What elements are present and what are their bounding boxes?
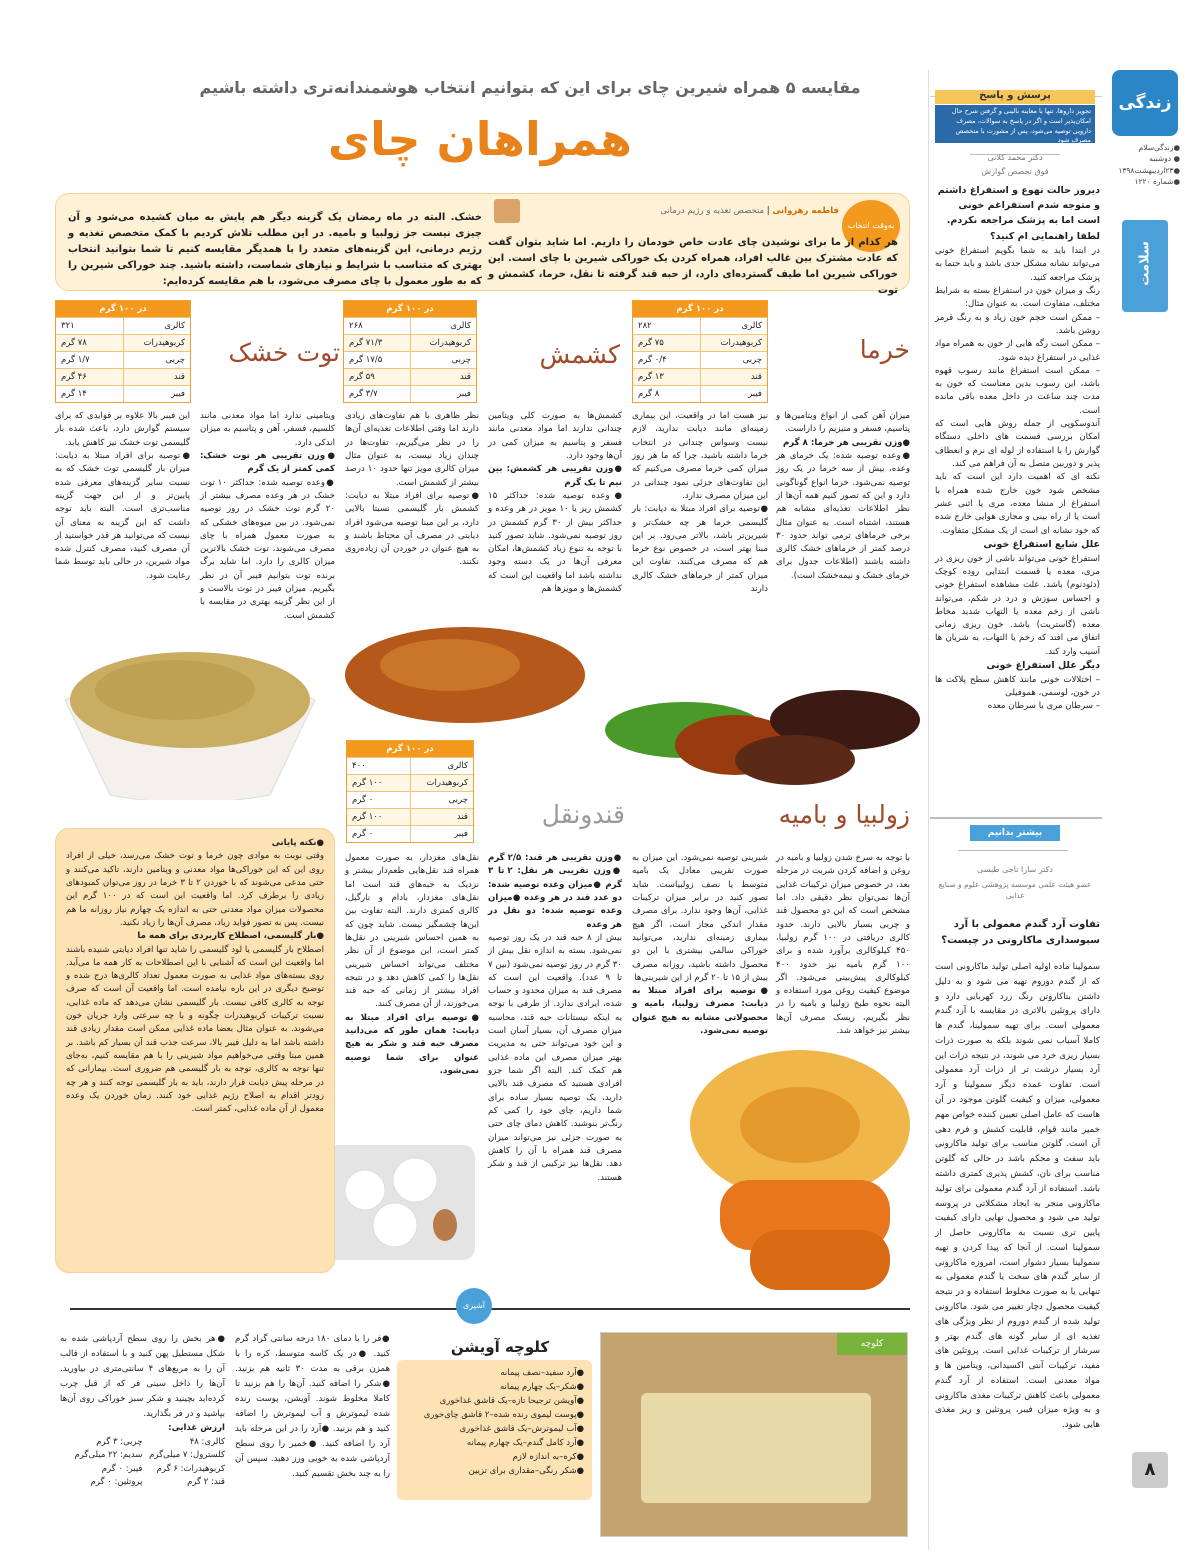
tip-text: وقتی نوبت به موادی چون خرما و توت خشک می‌رسد، خیلی از افراد روی این که این خوراکی‌ها مواد معدنی و ویتامین دارند، تاکید می‌کنند و حتی مدعی می‌شوند که با خوردن ۲ تا ۳ خرما در روز می‌توان کمبودهای زیادی را برطرف کرد. اما واقعیت این است که در ۱۰۰ گرم این محصولات میزان مواد معدنی حتی به اندازه یک چهارم نیاز روزانه ما هم نیست. پس به تصور فواید زیاد، مصرف آن‌ها را زیاد نکنید. [66,851,325,928]
table-cell: ۸ گرم [633,386,701,402]
intro-text-left: خشک. البته در ماه رمضان یک گزینه دیگر هم پایش به میان کشیده می‌شود و آن چیزی نیست جز زولبیا و بامیه. در این مطلب تلاش کردیم با کمک متخصص تغذیه و رژیم درمانی، این گزینه‌های متعدد را با همدیگر مقایسه کنیم تا شما بتوانید انتخاب بهتری که متناسب با شرایط و نیازهای شماست، داشته باشید. چند خوراکی شیرین را که به طور معمول با چای مصرف می‌شود، با هم مقایسه کرده‌ایم: [68,212,482,287]
recipe-step: ●هر بخش را روی سطح آردپاشی شده به شکل مستطیل پهن کنید و با استفاده از قالب آن را به مربع‌های ۴ سانتی‌متری در بیاورید. آن‌ها را داخل سینی فر که از قبل چرب کرده‌اید بچینید و شکر سبز خوراکی روی آن‌ها بپاشید و در فر بگذارید. [60,1334,225,1420]
intro-byline-role: متخصص تغذیه و رژیم درمانی [660,206,765,216]
table-row [344,385,476,402]
zoolbia-col-right [776,852,910,1038]
intro-byline-name: فاطمه رهروانی [772,206,839,216]
ingredient: ●آرد کامل گندم–یک چهارم پیمانه [466,1438,584,1449]
table-cell: کالری [164,321,185,331]
table-mulberry [55,300,191,403]
tips-box [55,828,335,1273]
food-title-sugar: قندونقل [541,800,625,829]
table-cell: قند [456,812,468,822]
qa-question: دیروز حالت تهوع و استفراغ داشتم و متوجه شدم استفراغم خونی است اما به پزشک مراجعه نکردم. لطفا راهنمایی ام کنید؟ [937,185,1100,242]
table-cell: چربی [165,355,185,365]
zoolbia-diabetes: ●توصیه برای افراد مبتلا به دیابت: مصرف زولبیا، بامیه و محصولاتی مشابه به هیچ عنوان توصیه نمی‌شود. [632,986,768,1037]
nutrition-item: کلسترول: ۷ میلی‌گرم [149,1450,225,1461]
headline-kicker: مقایسه ۵ همراه شیرین چای برای این که بتوانیم انتخاب هوشمندانه‌تری داشته باشیم [199,78,861,97]
qa-paragraph: نکته ای که اهمیت دارد این است که باید مشخص شود خون خارج شده همراه با استفراغ از منشا معده، مری یا اثنی عشر است یا از راه بینی و مجاری هوایی خارج شده که خود نشانه ای است از یک مشکل متفاوت. [935,472,1100,536]
table-cell: ۱۰۰ گرم [347,775,411,791]
table-cell: فیبر [748,389,762,399]
raisins-text: کشمش‌ها به صورت کلی ویتامین چندانی ندارند اما مواد معدنی مانند فسفر و پتاسیم به میزان کمی در آن‌ها وجود دارد. [488,411,622,461]
recipe-tab: کلوچه [837,1333,907,1355]
nutrition-title: ارزش غذایی: [168,1423,225,1434]
ingredient: ●شکر رنگی–مقداری برای تزیین [468,1466,584,1477]
qa-paragraph: استفراغ خونی می‌تواند ناشی از خون ریزی در مری، معده یا قسمت ابتدایی روده کوچک (دئودنوم) باشد. علت مشاهده استفراغ خونی و احساس سوزش و درد در شکم، می‌تواند ناشی از زخم معده یا التهاب شدید مخاط معده (گاستریت) باشد. خون ریزی زمانی اتفاق می افتد که زخم یا التهاب، به شریان ها آسیب وارد کند. [935,553,1100,657]
masthead [1106,70,1186,200]
table-cell: ۲۸۲ [633,318,701,334]
nutrition-item: پروتئین: ۰ گرم [90,1477,143,1488]
mulberry-text: ویتامینی ندارد اما مواد معدنی مانند کلسیم، فسفر، آهن و پتاسیم به میزان اندکی دارد. [200,411,335,448]
mulberry-diabetes: ●توصیه برای افراد مبتلا به دیابت: میزان بار گلیسمی توت خشک که به نسبت سایر گزینه‌های معرفی شده پایین‌تر و از این جهت گزینه مناسب‌تری است. البته باید توجه داشت که این گزینه به معنای آن نیست که می‌توانید هر قدر خواستید از آن مصرف کنید، مصرف کنترل شده مواد شیرین، در حالی باید توسط شما رعایت شود. [55,450,190,581]
table-cell: ۵۹ گرم [344,369,411,385]
table-cell: ۳۲۱ [56,318,124,334]
qa-list-item: – اختلالات خونی مانند کاهش سطح پلاکت ها در خون، لوسمی، هموفیلی [935,674,1100,699]
raisins-text: نظر ظاهری با هم تفاوت‌های زیادی دارند اما وقتی اطلاعات تغذیه‌ای آن‌ها را در نظر می‌گیریم، تفاوت‌ها در چندان زیاد نیست، به عنوان مثال میزان کالری مویز تنها حدود ۱۰ درصد بیشتر از کشمش است. [345,411,479,488]
masthead-meta [1106,142,1180,187]
table-row [633,334,767,351]
table-row [344,334,476,351]
table-cell: ۷۸ گرم [56,335,124,351]
table-row [347,791,473,808]
masthead-line: ●زندگی‌سلام [1138,143,1180,152]
intro-badge: به‌وقت انتخاب [842,200,900,252]
table-row [56,368,190,385]
dates-diabetes: ●توصیه برای افراد مبتلا به دیابت: بار گلیسمی خرما هر چه خشک‌تر و شیرین‌تر باشد، بالاتر می‌رود. بر این مبنا بهتر است، در خصوص نوع خرما هم که مصرف می‌کنند، تفاوت این میزان کمتر از خرماهای خشک کالری دارند [632,504,768,595]
table-cell: چربی [448,795,468,805]
nutrition-item: کالری: ۴۸ [189,1436,225,1447]
tip-title: ●بار گلیسمی، اصطلاح کاربردی برای همه ما [137,931,324,942]
table-cell: ۲۶۸ [344,318,411,334]
nutrition-item: چربی: ۳ گرم [96,1436,143,1447]
dates-portion: ●وعده توصیه شده: یک خرمای هر وعده، بیش از سه خرما در یک روز توصیه نمی‌شود. خرما انواع گوناگونی دارد و این که تصور کنیم همه آن‌ها از نظر اطلاعات تغذیه‌ای مشابه هم هستند، اشتباه است. به عنوان مثال برخی خرماهای ترمی تواند حدود ۳۰ درصد کمتر از خرماهای خشک کالری داشته باشند (اطلاعات جدول برای خرمای خشک و نیمه‌خشک است). [776,450,910,581]
table-cell: قند [459,372,471,382]
table-cell: کربوهیدرات [720,338,762,348]
masthead-line: ●۲۳اردیبهشت۱۳۹۸ [1118,165,1180,175]
qa-author-role: فوق تخصص گوارش [981,167,1049,176]
sugar-candy-image [320,1135,480,1265]
table-cell: ۷۱/۳ گرم [344,335,411,351]
intro-byline: فاطمه رهروانی | متخصص تغذیه و رژیم درمانی [660,206,839,216]
table-cell: ۰ گرم [347,792,411,808]
qa-subtitle: دیگر علل استفراغ خونی [986,660,1100,672]
mulberry-portion: ●وعده توصیه شده: حداکثر ۱۰ توت خشک در هر وعده مصرف بیشتر از ۲۰ گرم توت خشک در روز توصیه نمی‌شود. در بین میوه‌های خشکی که به صورت معمول همراه با چای مصرف می‌شوند، توت خشک بالاترین میزان کالری را دارد. اما شاید برگ برنده توت بتوانیم فیبر آن در نظر بگیریم. میزان فیبر در توت بالاست و از این نظر گزینه بهتری در مقایسه با کشمش است. [200,477,335,621]
author-avatar [494,199,520,223]
table-cell: کربوهیدرات [426,778,468,788]
table-row [347,825,473,842]
table-cell: کالری [447,761,468,771]
health-author: دکتر سارا تاجی طبسی [977,865,1053,874]
zoolbia-text: شیرینی توصیه نمی‌شود. این میزان به صورت تقریبی معادل یک بامیه متوسط یا نصف زولبیاست. شاید تصور کنید در برابر میزان ترکیبات غذایی، آن‌ها وجود ندارد. برای مصرف مقدار اندکی مجاز است، اگر هیچ بیماری زمینه‌ای ندارید، می‌توانید خوراکی سالمی بیشتری با این دو محصول داشته باشید، روزانه مصرف بیش از ۱۵ تا ۲۰ گرم از این شیرینی‌ها [632,853,768,983]
nutrition-grid [60,1436,225,1490]
qa-banner: پرسش و پاسخ [935,90,1095,104]
table-row [56,334,190,351]
sugar-col-left [345,852,479,1078]
qa-list-item: – سرطان مری یا سرطان معده [987,701,1100,712]
recipe-title: کلوچه آویشن [450,1338,550,1356]
table-header: در ۱۰۰ گرم [56,301,190,317]
table-cell: ۴۶ گرم [56,369,124,385]
nutrition-item: کربوهیدرات: ۶ گرم [156,1463,225,1474]
sidebar-column [930,75,1102,1545]
qa-paragraph: آندوسکوپی از جمله روش هایی است که امکان بررسی قسمت های داخلی دستگاه گوارش را با استفاده از لوله ای نرم و انعطاف پذیر و دوربین متصل به آن فراهم می کند. [935,419,1100,469]
recipe-badge: آشپزی [456,1288,492,1324]
qa-author: دکتر محمد کلانی [987,153,1043,162]
mulberry-image [55,620,325,800]
table-row [633,317,767,334]
tip-title: ●نکته پایانی [271,838,324,848]
ingredient: ●شکر–یک چهارم پیمانه [499,1382,584,1393]
raisins-portion: ●وعده توصیه شده: حداکثر ۱۵ کشمش ریز یا ۱۰ مویز در هر وعده و حداکثر بیش از ۳۰ گرم کشمش در روز توصیه نمی‌شود. شاید تصور کنید با توجه به تنوع زیاد کشمش‌ها، امکان معرفی آن‌ها در یک دسته وجود نداشته باشد اما واقعیت این است که کشمش‌ها و مویزها هم [488,490,623,595]
table-cell: ۴۰۰ [347,758,411,774]
raisins-weight: ●وزن تقریبی هر کشمش: بین نیم تا یک گرم [488,464,622,488]
zoolbia-image [680,1035,920,1300]
table-header: در ۱۰۰ گرم [347,741,473,757]
table-cell: ۰/۴ گرم [633,352,701,368]
tip-text: اصطلاح بار گلیسمی یا لود گلیسمی را شاید تنها افراد دیابتی شنیده باشند اما واقعیت این است که آشنایی با این اصطلاحات به کار همه ما می‌آید. روی بسته‌های مواد غذایی به صورت معمول تعداد کالری‌ها درج شده و توضیح دیگری در این باره نیامده است. اما واقعیت آن است که صرف توجه به کالری کافی نیست. بار گلیسمی نشان می‌دهد که ماده غذایی، نسبت ترکیبات کربوهیدرات چگونه و با چه سرعتی وارد جریان خون می‌شوند. به عنوان مثال بعضا ماده غذایی ممکن است مقدار زیادی قند داشته باشد اما به دلیل فیبر بالا، سرعت جذب قند آن بسیار کم باشد. بر همین مبنا وقتی می‌خواهیم مواد شیرینی را با هم مقایسه کنیم، به‌جای تنها توجه به کالری، توجه به بار گلیسمی هم ضروری است. بیمارانی که در مرحله پیش دیابت قرار دارند، باید به بار گلیسمی توجه کنند و هر چه زودتر اقدام به اصلاح رژیم غذایی خود کنند. زمان خوردن یک وعده معمول از آن ماده غذایی، کمتر است. [66,944,324,1115]
table-cell: ۱۰۰ گرم [347,809,411,825]
table-cell: ۱۴ گرم [56,386,124,402]
table-cell: فیبر [457,389,471,399]
page-number: ۸ [1132,1452,1168,1488]
qa-paragraph: – ممکن است استفراغ مانند رسوب قهوه باشد، این رسوب بدین معناست که خون به مدت چند ساعت در داخل معده باقی مانده است. [935,365,1100,416]
table-row [633,351,767,368]
table-row [347,774,473,791]
food-title-zoolbia: زولبیا و بامیه [778,800,910,829]
table-row [56,317,190,334]
health-answer: سمولینا ماده اولیه اصلی تولید ماکارونی است که از گندم دوروم تهیه می شود و به دلیل داشتن بتاکاروتن رنگ زرد کهربایی دارد و دارای پروتئین بالاتری در مقایسه با آرد گندم معمولی است. برای تهیه سمولینا، گندم ها کاملا آسیاب نمی شوند بلکه به صورت ذرات بسیار ریزی خرد می شوند، در نتیجه ذرات این آرد بسیار درشت تر از ذرات آرد معمولی است. تفاوت عمده دیگر سمولینا و آرد معمولی، میزان و کیفیت گلوتن موجود در آن هاست که عامل اصلی تعیین کننده خواص مهم خمیر مانند قوام، قابلیت کشش و فرم دهی آن است. گلوتن مناسب برای تولید ماکارونی باید سفت و محکم باشد در حالی که گلوتن مناسب برای نان، کشش پذیری کمتری داشته باشد. استفاده از آرد گندم معمولی برای تولید ماکارونی منجر به ایجاد مشکلاتی در پروسه تولید می شود و محصول نهایی دارای کیفیت پایین تری نسبت به ماکارونی حاصل از سمولینا است. از آنجا که پیدا کردن و تهیه سمولینا بسیار دشوار است، امروزه ماکارونی از سایر گندم های سخت یا گندم معمولی به تنهایی یا به صورت مخلوط استفاده و در نتیجه کیفیت محصول دچار تغییر می شود. ماکارونی تولید شده از گندم دوروم از نظر ویژگی های تغذیه ای از سایر گونه های گندم بهتر و سرشار از ترکیبات غذایی است. پروتئین های مفید، ترکیبات آنتی اکسیدانی، ویتامین ها و مواد معدنی است. استفاده از آرد گندم معمولی باعث کاهش ترکیبات مغذی ماکارونی و به ویژه میزان فیبر، پروتئین و ریز مغذی هایی شود. [935,962,1100,1431]
nutrition-item: سدیم: ۲۲ میلی‌گرم [74,1450,143,1461]
table-header: در ۱۰۰ گرم [344,301,476,317]
table-cell: ۱۷/۵ گرم [344,352,411,368]
sidebar-divider [930,817,1102,819]
table-row [56,385,190,402]
dates-weight: ●وزن تقریبی هر خرما: ۸ گرم [783,437,910,448]
masthead-line: ●شماره ۱۲۲۰ [1134,176,1180,186]
section-tab [1122,220,1168,312]
table-header: در ۱۰۰ گرم [633,301,767,317]
qa-note: تجویز داروها، تنها با معاینه بالینی و گرفتن شرح حال امکان‌پذیر است و اگر در پاسخ به سوالات، مصرف دارویی توصیه می‌شود، پس از مشورت با متخصص مصرف شود [935,105,1095,143]
ingredient: ●کره–به اندازه لازم [512,1452,584,1463]
table-raisins [343,300,477,403]
headline-title: همراهان چای [327,112,633,166]
table-cell: چربی [742,355,762,365]
food-title-mulberry: توت خشک [228,338,340,367]
table-row [344,351,476,368]
table-cell: فیبر [171,389,185,399]
table-cell: چربی [451,355,471,365]
mulberry-col-right [200,410,335,623]
table-cell: ۰ گرم [347,826,411,842]
sugar-col-right [488,852,622,1185]
qa-paragraph: رنگ و میزان خون در استفراغ بسته به شرایط مختلف، متفاوت است. به عنوان مثال: [935,285,1100,310]
table-row [347,757,473,774]
qa-paragraph: – ممکن است رگه هایی از خون به همراه مواد غذایی در استفراغ دیده شود. [935,339,1100,363]
recipe-image [600,1332,908,1537]
ingredient: ●پوست لیموی رنده شده–۲ قاشق چای‌خوری [423,1410,584,1421]
sugar-diabetes: ●توصیه برای افراد مبتلا به دیابت: همان طور که می‌دانید مصرف حبه قند و شکر به هیچ عنوان برای شما توصیه نمی‌شود. [345,1012,479,1076]
food-title-dates: خرما [859,335,910,364]
mulberry-weight: ●وزن تقریبی هر توت خشک: کمی کمتر از یک گرم [200,450,335,475]
nutrition-item: فیبر: ۰ گرم [101,1463,143,1474]
recipe-ingredients [397,1360,592,1500]
zoolbia-text: با توجه به سرخ شدن زولبیا و بامیه در روغن و اضافه کردن شربت در مرحله بعد، در خصوص میزان ترکیبات غذایی آن‌ها نمی‌توان نظر دقیقی داد. اما مشخص است که این دو محصول قند و چربی بسیار بالایی دارند. حدود کالری دریافتی در ۱۰۰ گرم زولبیا، ۴۵۰ کیلوکالری برآورد شده و برای ۱۰۰ گرم بامیه نیز حدود ۴۰۰ کیلوکالری پیش‌بینی می‌شود. اگر موضوع کیفیت روغن مورد استفاده و البته نحوه طبخ زولبیا و بامیه را در نظر بگیریم، ریسک مصرف آن‌ها بیشتر نیز خواهد شد. [776,853,910,1037]
table-row [633,385,767,402]
dates-col-right [776,410,910,583]
mulberry-text: این فیبر بالا علاوه بر فوایدی که برای سیستم گوارش دارد، باعث شده بار گلیسمی توت خشک نیز کاهش یابد. [55,411,190,448]
raisins-col-right [488,410,622,596]
table-cell: کربوهیدرات [143,338,185,348]
dates-col-left [632,410,768,596]
cookies-plate [641,1393,871,1503]
food-title-raisins: کشمش [539,340,620,369]
dates-image [595,675,940,795]
recipe-steps-1: ●فر را با دمای ۱۸۰ درجه سانتی گراد گرم کنید. ●در یک کاسه متوسط، کره را با همزن برقی به مدت ۳۰ ثانیه هم بزنید. ●شکر را اضافه کنید. آن‌ها را هم بزنید تا کاملا مخلوط شوند. آویشن، پوست رنده شده لیموترش و آب لیموترش را اضافه کنید و هم بزنید. ●آرد را در این مرحله باید آرد را اضافه کنید. ●خمیر را روی سطح آردپاشی شده به خوبی ورز دهید. سپس آن را به چند بخش تقسیم کنید. [235,1334,390,1480]
ingredient: ●آب لیموترش–یک قاشق غذاخوری [459,1424,584,1435]
table-cell: قند [173,372,185,382]
zoolbia-col-left [632,852,768,1038]
table-sugar [346,740,474,843]
sugar-text: بیش از ۸ حبه قند در یک روز توصیه نمی‌شود. بسته به اندازه نقل بیش از ۳۰ گرم در روز توصیه نمی‌شود (بین ۷ تا ۹ عدد). واقعیت این است که مصرف قند به میزان محدود و حساب شده، ایرادی ندارد. از طرفی با توجه به اینکه نیستانات حبه قند، محاسبه میزان مصرف آن، بسیار آسان است و این خود می‌تواند حتی به مدیریت بهتر میزان مصرف این ماده غذایی هم کمک کند. البته اگر شما جزو افرادی هستید که مصرف قند بالایی دارید، یک توصیه بسیار ساده برای شما داریم، چای خود را کمی کم رنگ‌تر بنوشید. کاهش دمای چای حتی به صورت جزئی نیز می‌تواند میزان مصرف قند همراه با آن را کاهش دهد. نقل‌ها نیز ترکیبی از قند و شکر هستند. [488,932,622,1183]
nutrition-item: قند: ۲ گرم [187,1477,225,1488]
raisins-col-left [345,410,479,570]
dates-text: میزان آهن کمی از انواع ویتامین‌ها و پتاسیم، فسفر و منیزیم را داراست. [776,411,910,435]
table-cell: ۷۵ گرم [633,335,701,351]
table-cell: ۱۳ گرم [633,369,701,385]
intro-text-right: هر کدام از ما برای نوشیدن چای عادت خاص خودمان را داریم. اما شاید بتوان گفت که عادت مشترک بین غالب افراد، همراه کردن یک خوراکی شیرین با چای است. این خوراکی شیرین اما طیف گسترده‌ای دارد، از حبه قند گرفته تا نقل، خرما، کشمش و توت [488,237,898,296]
table-cell: کربوهیدرات [429,338,471,348]
table-row [347,808,473,825]
dates-text: نیز هست اما در واقعیت، این بیماری زمینه‌ای مانند دیابت ندارید، لازم نیست وسواس چندانی در انتخاب خرما داشته باشید، چرا که ما هر روز میزان کمی خرما مصرف می‌کنیم که این تفاوت‌های جزئی نمود چندانی در این میزان مصرف ندارد. [632,411,768,501]
table-row [633,368,767,385]
health-divider [958,850,1068,851]
column-divider [928,70,929,1550]
table-row [344,317,476,334]
raisins-image [340,620,595,735]
masthead-logo: زندگی [1112,70,1178,136]
sugar-text: نقل‌های مغزدار، به صورت معمول همراه قند نقل‌هایی طعم‌دار بیشتر و نزدیک به حبه‌های قند است اما نقل‌های مغزدار، بادام و نارگیل، کالری کمتری دارند. البته تفاوت بین این‌ها چشمگیر نیست. شاید چون که به همین احساس شیرینی در نقل‌ها کمتر است، این موضوع از آن نظر مختلف می‌تواند احساس شیرینی نقل‌ها را کمی کاهش دهد و در نتیجه افراد بیشتر از زمانی که حبه قند می‌خورند، از آن مصرف کنند. [345,853,479,1010]
table-cell: ۳/۷ گرم [344,386,411,402]
qa-paragraph: – ممکن است حجم خون زیاد و به رنگ قرمز روشن باشد. [935,312,1100,336]
qa-answer [935,245,1100,714]
health-question: تفاوت آرد گندم معمولی با آرد سبوسداری ماکارونی در چیست؟ [941,919,1100,946]
masthead-line: ● دوشنبه [1149,154,1180,164]
table-cell: کالری [450,321,471,331]
health-banner: بیشتر بدانیم [970,825,1060,841]
table-cell: فیبر [454,829,468,839]
ingredient: ●آرد سفید–نصف پیمانه [500,1368,584,1378]
raisins-diabetes: ●توصیه برای افراد مبتلا به دیابت: کشمش بار گلیسمی نسبتا بالایی دارد، بر این مبنا توصیه می‌شود افراد دیابتی در مصرف آن محتاط باشند و به هیچ عنوان در خوردن آن زیاده‌روی نکنند. [345,490,479,568]
table-row [56,351,190,368]
qa-paragraph: در ابتدا باید به شما بگویم استفراغ خونی می‌تواند نشانه مشکل جدی باشد و باید حتما به پزشک مراجعه کنید. [935,246,1100,283]
mulberry-col-left [55,410,190,583]
sugar-portions: ●وزن تقریبی هر قند: ۲/۵ گرم ●وزن تقریبی هر نقل: ۲ تا ۳ گرم ●میزان وعده توصیه شده: دو عدد قند در هر وعده ●میزان وعده توصیه شده: دو نقل در هر وعده [488,853,623,930]
health-author-role: عضو هیئت علمی موسسه پژوهشی علوم و صنایع غذایی [938,880,1092,901]
qa-subtitle: علل شایع استفراغ خونی [983,538,1100,550]
table-cell: کالری [741,321,762,331]
table-cell: ۱/۷ گرم [56,352,124,368]
recipe-steps-2 [60,1332,225,1490]
ingredient: ●آویشن ترجیحا تازه–یک قاشق غذاخوری [439,1396,584,1407]
table-cell: قند [750,372,762,382]
section-label: سلامت [1137,241,1153,286]
table-dates [632,300,768,403]
table-row [344,368,476,385]
